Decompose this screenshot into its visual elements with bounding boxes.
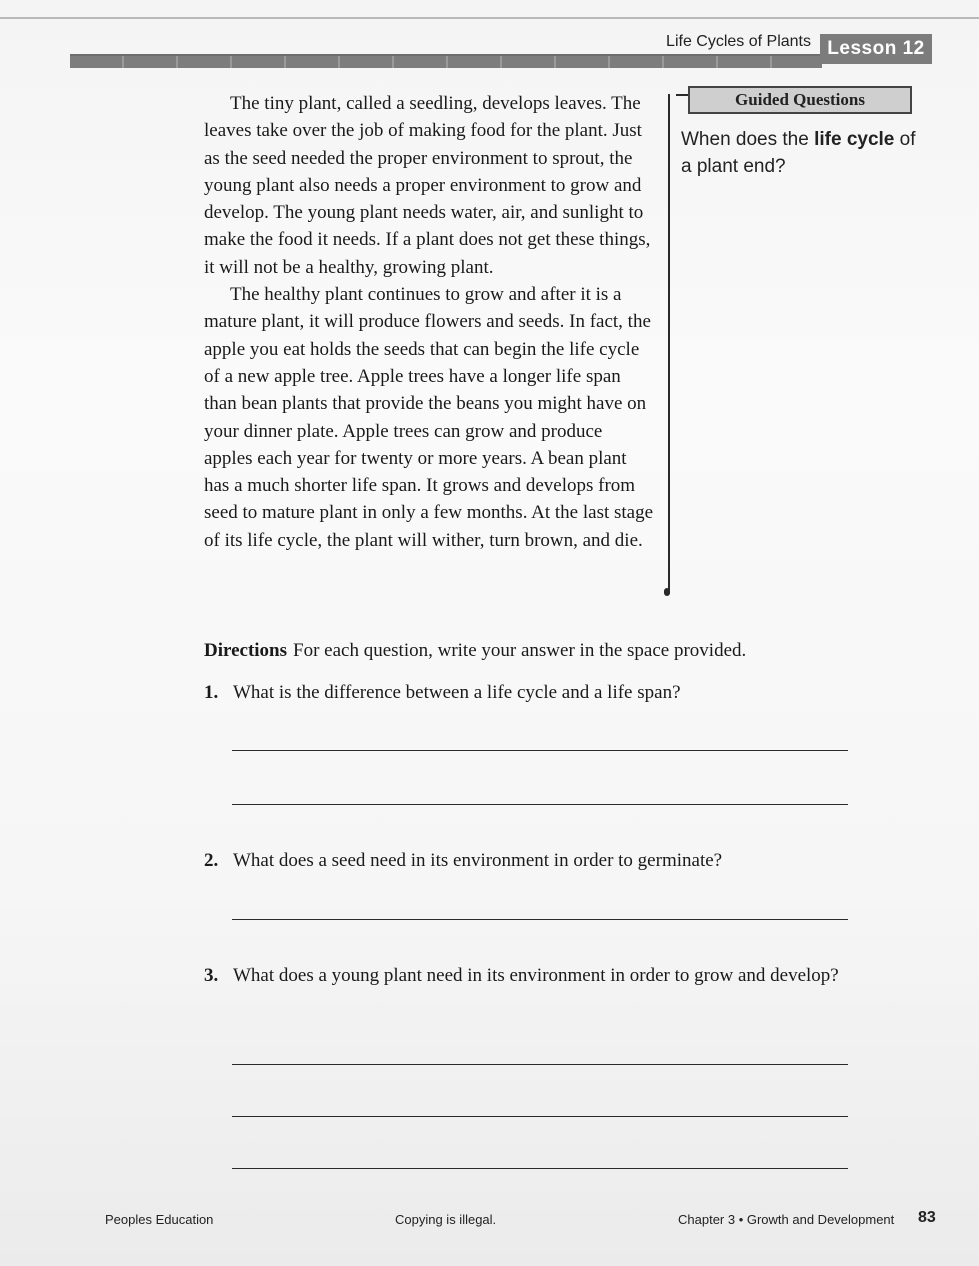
guided-questions-bracket-end xyxy=(664,588,670,596)
question-text: What does a seed need in its environment in order to germinate? xyxy=(233,850,723,871)
question-number: 1. xyxy=(204,682,219,703)
directions xyxy=(204,640,884,662)
question-text: What is the difference between a life cycle and a life span? xyxy=(233,682,681,703)
guided-question xyxy=(681,126,931,180)
question-text: What does a young plant need in its environment in order to grow and develop? xyxy=(233,965,839,986)
question-2 xyxy=(204,847,844,875)
directions-label: Directions xyxy=(204,640,288,661)
guided-questions-bracket-tick xyxy=(676,94,688,96)
section-title: Life Cycles of Plants xyxy=(666,33,811,50)
guided-questions-header: Guided Questions xyxy=(688,86,912,114)
answer-line-1b[interactable] xyxy=(232,804,848,805)
question-number: 3. xyxy=(204,965,219,986)
answer-line-3c[interactable] xyxy=(232,1168,848,1169)
guided-question-text-start: When does the xyxy=(681,129,815,150)
top-rule xyxy=(0,17,979,19)
reading-passage xyxy=(204,90,654,554)
answer-line-3b[interactable] xyxy=(232,1116,848,1117)
passage-paragraph-2: The healthy plant continues to grow and after it is a mature plant, it will produce flowers and seeds. In fact, the apple you eat holds the seeds that can begin the life cycle of a new apple tree. Apple trees have a longer life span than bean plants that provide the beans you might have on your dinner plate. Apple trees can grow and produce apples each year for twenty or more years. A bean plant has a much shorter life span. It grows and develops from seed to mature plant in only a few months. At the last stage of its life cycle, the plant will wither, turn brown, and die. xyxy=(204,284,654,551)
question-number: 2. xyxy=(204,850,219,871)
answer-line-3a[interactable] xyxy=(232,1064,848,1065)
page-number: 83 xyxy=(918,1209,936,1226)
answer-line-2a[interactable] xyxy=(232,919,848,920)
passage-paragraph-1: The tiny plant, called a seedling, develops leaves. The leaves take over the job of making food for the plant. Just as the seed needed the proper environment to sprout, the young plant also needs a proper environment to grow and develop. The young plant needs water, air, and sunlight to make the food it needs. If a plant does not get these things, it will not be a healthy, growing plant. xyxy=(204,93,651,278)
footer-publisher: Peoples Education xyxy=(105,1212,214,1227)
guided-questions-bracket xyxy=(668,94,670,594)
footer-copyright: Copying is illegal. xyxy=(395,1212,497,1227)
question-3 xyxy=(204,962,844,990)
guided-question-keyword: life cycle xyxy=(814,129,895,150)
guided-question-text-end: of a plant end? xyxy=(681,129,916,177)
question-1 xyxy=(204,679,844,707)
lesson-badge: Lesson 12 xyxy=(820,34,932,64)
directions-text: For each question, write your answer in the space provided. xyxy=(293,640,747,661)
footer-chapter: Chapter 3 • Growth and Development xyxy=(678,1212,895,1227)
answer-line-1a[interactable] xyxy=(232,750,848,751)
header-ruler-bar xyxy=(70,54,822,68)
